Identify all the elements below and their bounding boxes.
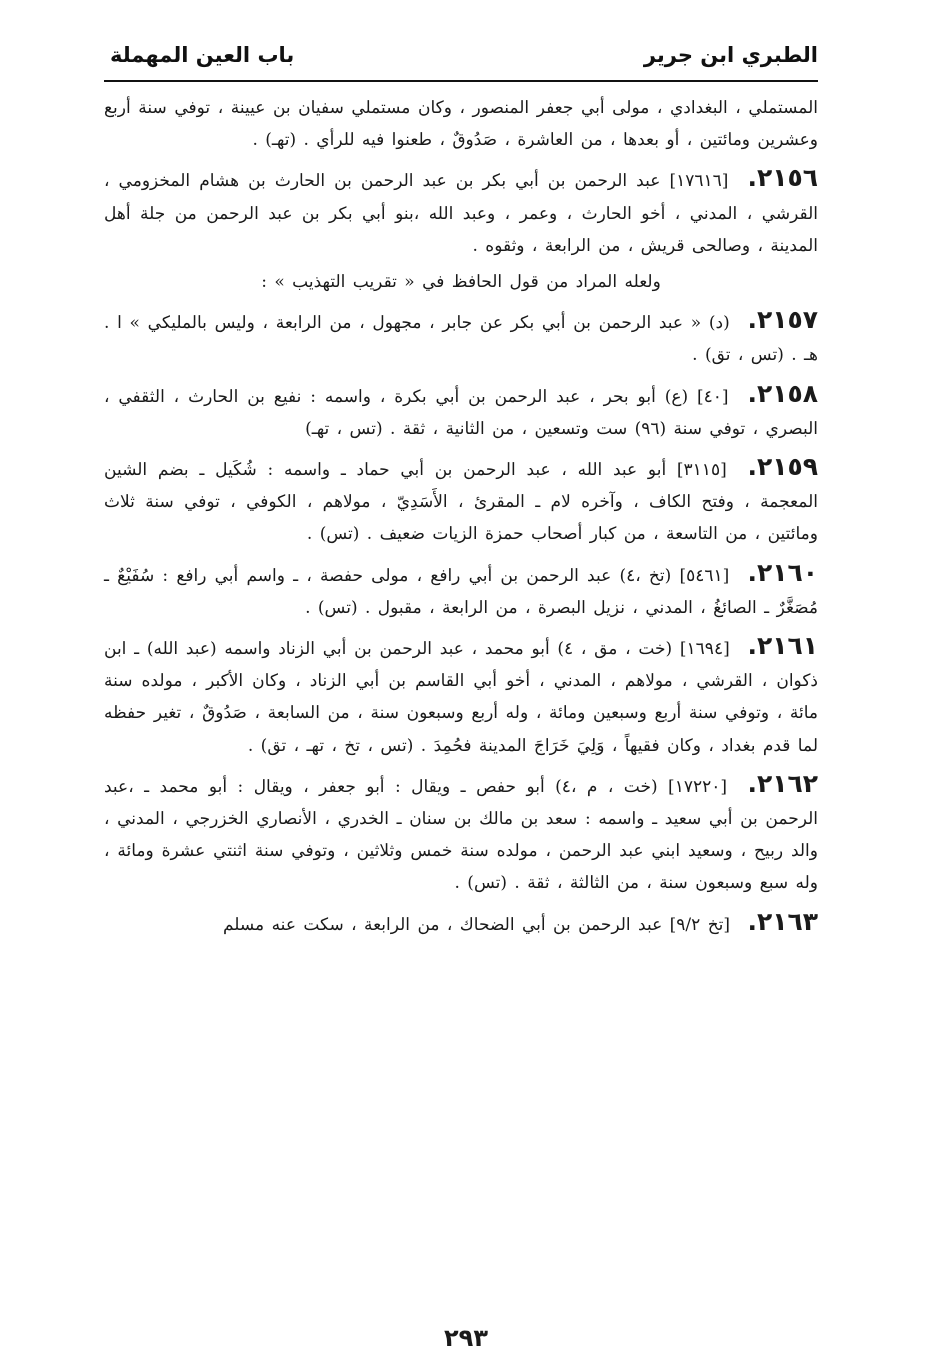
page-number: ٢٩٣ (444, 1324, 488, 1352)
entry-2163 (104, 906, 818, 941)
entry-number: ٢١٦١. (747, 631, 818, 661)
entry-text: [١٧٢٢٠] (خت ، م ،٤) أبو حفص ـ ويقال : أبو جعفر ، ويقال : أبو محمد ـ ،عبد الرحمن بن أبي سعيد ـ واسمه : سعد بن مالك بن سنان ـ الخدري ، الأنصاري الخزرجي ، المدني ، والد ربيح ، وسعيد ابني عبد الرحمن ، مولده سنة خمس وثلاثين ، وتوفي سنة اثنتي عشرة ومائة ، وله سبع وسبعون سنة ، من الثالثة ، ثقة . (تس) . (104, 776, 818, 894)
entry-2158 (104, 378, 818, 445)
entry-text: [١٦٩٤] (خت ، مق ، ٤) أبو محمد ، عبد الرحمن بن أبي الزناد واسمه (عبد الله) ـ ابن ذكوان ، القرشي ، مولاهم ، المدني ، أخو أبي القاسم بن أبي الزناد ، وكان الأكبر ، مولده سنة مائة ، وتوفي سنة أربع وسبعين ومائة ، وله أربع وسبعون سنة ، من السابعة ، صَدُوقٌ ، تغير حفظه لما قدم بغداد ، وكان فقيهاً ، وَلِيَ خَرَاجَ المدينة فحُمِدَ . (تس ، تخ ، تهـ ، تق) . (104, 639, 818, 756)
entry-number: ٢١٥٧. (747, 305, 818, 335)
entry-2157 (104, 304, 818, 371)
header-book-title: الطبري ابن جرير (643, 43, 818, 67)
page-body (104, 92, 818, 941)
entry-2156 (104, 162, 818, 262)
entry-2159 (104, 451, 818, 551)
entry-number: ٢١٦٠. (747, 557, 818, 587)
running-header (104, 36, 818, 82)
entry-2160 (104, 557, 818, 624)
entry-number: ٢١٦٢. (747, 768, 818, 798)
entry-2162 (104, 768, 818, 900)
entry-text: (د) « عبد الرحمن بن أبي بكر عن جابر ، مجهول ، من الرابعة ، وليس بالمليكي » ا . هـ . (تس ، تق) . (104, 313, 818, 366)
entry-number: ٢١٦٣. (747, 906, 818, 936)
entry-number: ٢١٥٩. (747, 452, 819, 482)
entry-2161 (104, 630, 818, 762)
entry-text: [تخ ٩/٢] عبد الرحمن بن أبي الضحاك ، من الرابعة ، سكت عنه مسلم (222, 914, 731, 935)
entry-text: [٥٤٦١] (تخ ،٤) عبد الرحمن بن أبي رافع ، مولى حفصة ، ـ واسم أبي رافع : سُفَيْعٌ ـ مُصَغَّرٌ ـ الصائغُ ، المدني ، نزيل البصرة ، من الرابعة ، مقبول . (تس) . (104, 565, 818, 618)
entry-text: [٤٠] (ع) أبو بحر ، عبد الرحمن بن أبي بكرة ، واسمه : نفيع بن الحارث ، الثقفي ، البصري ، توفي سنة (٩٦) ست وتسعين ، من الثانية ، ثقة . (تس ، تهـ) (104, 386, 818, 439)
entry-text: [١٧٦١٦] عبد الرحمن بن أبي بكر بن عبد الرحمن بن الحارث بن هشام المخزومي ، القرشي ، المدني ، أخو الحارث ، وعمر ، وعبد الله ،بنو أبي بكر بن عبد الرحمن من جلة أهل المدينة ، وصالحى قريش ، من الرابعة ، وثقوه . (104, 171, 818, 256)
lead-paragraph: المستملي ، البغدادي ، مولى أبي جعفر المنصور ، وكان مستملي سفيان بن عيينة ، توفي سنة أربع وعشرين ومائتين ، أو بعدها ، من العاشرة ، صَدُوقٌ ، طعنوا فيه للرأي . (تهـ) . (104, 98, 818, 151)
header-chapter-title: باب العين المهملة (110, 43, 295, 67)
entry-text: [٣١١٥] أبو عبد الله ، عبد الرحمن بن أبي حماد ـ واسمه : شُكَيل ـ بضم الشين المعجمة ، وفتح الكاف ، وآخره لام ـ المقرئ ، الأَسَدِيّ ، مولاهم ، الكوفي ، توفي سنة ثلاث ومائتين ، من التاسعة ، من كبار أصحاب حمزة الزيات ضعيف . (تس) . (104, 460, 818, 545)
editor-note: ولعله المراد من قول الحافظ في « تقريب التهذيب » : (261, 272, 661, 293)
entry-number: ٢١٥٦. (747, 163, 819, 193)
entry-number: ٢١٥٨. (747, 378, 818, 408)
